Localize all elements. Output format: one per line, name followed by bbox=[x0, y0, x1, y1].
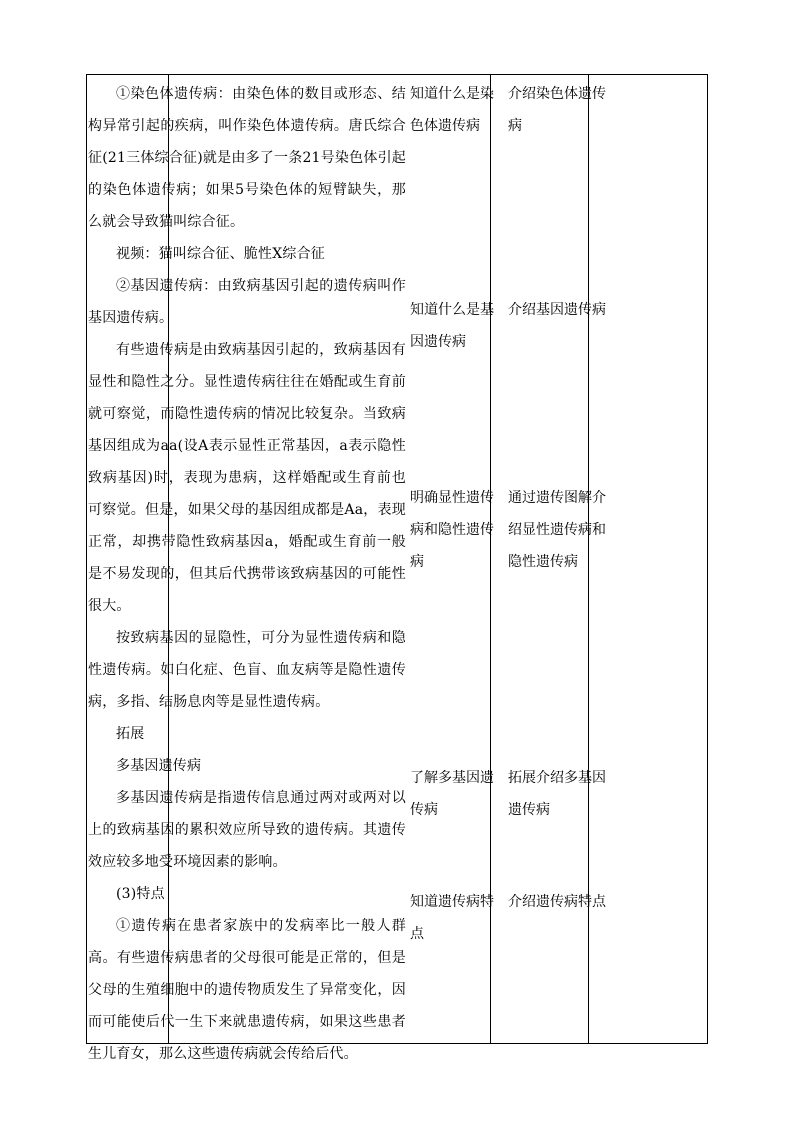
goal-item: 了解多基因遗传病 bbox=[410, 770, 494, 818]
design-item: 通过遗传图解介绍显性遗传病和隐性遗传病 bbox=[508, 490, 606, 570]
design-item: 拓展介绍多基因遗传病 bbox=[508, 770, 606, 818]
paragraph: (3)特点 bbox=[116, 886, 165, 902]
paragraph: 多基因遗传病 bbox=[116, 758, 202, 774]
goal-item: 知道什么是染色体遗传病 bbox=[410, 86, 494, 134]
design-item: 介绍遗传病特点 bbox=[508, 894, 606, 910]
main-content-cell bbox=[88, 78, 406, 1070]
paragraph: 有些遗传病是由致病基因引起的，致病基因有显性和隐性之分。显性遗传病往往在婚配或生育前就可察觉，而隐性遗传病的情况比较复杂。当致病基因组成为aa(设A表示显性正常基因，a表示隐性致病基因)时，表现为患病，这样婚配或生育前也可察觉。但是，如果父母的基因组成都是Aa，表现正常，却携带隐性致病基因a，婚配或生育前一般是不易发现的，但其后代携带该致病基因的可能性很大。 bbox=[88, 342, 406, 614]
paragraph: ②基因遗传病：由致病基因引起的遗传病叫作基因遗传病。 bbox=[88, 278, 406, 326]
paragraph: 拓展 bbox=[116, 726, 145, 742]
goal-item: 明确显性遗传病和隐性遗传病 bbox=[410, 490, 494, 570]
paragraph: 按致病基因的显隐性，可分为显性遗传病和隐性遗传病。如白化症、色盲、血友病等是隐性遗传病，多指、结肠息肉等是显性遗传病。 bbox=[88, 630, 406, 710]
paragraph: 视频：猫叫综合征、脆性X综合征 bbox=[116, 246, 325, 262]
design-item: 介绍基因遗传病 bbox=[508, 302, 606, 318]
paragraph: ①遗传病在患者家族中的发病率比一般人群高。有些遗传病患者的父母很可能是正常的，但是父母的生殖细胞中的遗传物质发生了异常变化，因而可能使后代一生下来就患遗传病，如果这些患者生儿育女，那么这些遗传病就会传给后代。 bbox=[88, 918, 406, 1062]
paragraph: 多基因遗传病是指遗传信息通过两对或两对以上的致病基因的累积效应所导致的遗传病。其遗传效应较多地受环境因素的影响。 bbox=[88, 790, 406, 870]
goal-item: 知道什么是基因遗传病 bbox=[410, 302, 494, 350]
paragraph: ①染色体遗传病：由染色体的数目或形态、结构异常引起的疾病，叫作染色体遗传病。唐氏综合征(21三体综合征)就是由多了一条21号染色体引起的染色体遗传病；如果5号染色体的短臂缺失，那么就会导致猫叫综合征。 bbox=[88, 86, 406, 230]
goal-item: 知道遗传病特点 bbox=[410, 894, 494, 942]
design-item: 介绍染色体遗传病 bbox=[508, 86, 606, 134]
